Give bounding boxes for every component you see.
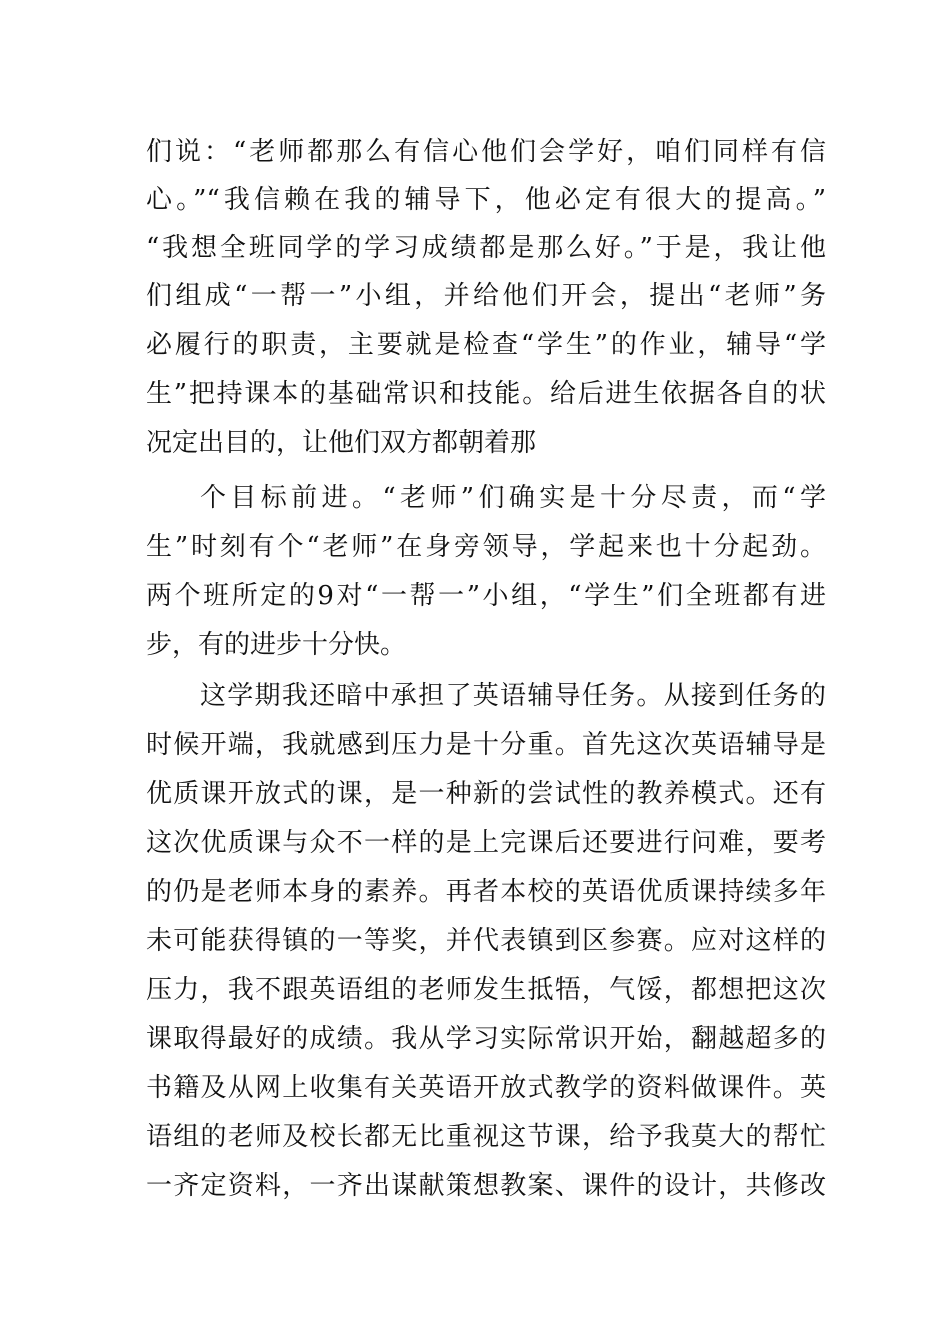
text-line: 们组成“一帮一”小组，并给他们开会，提出“老师”务	[146, 281, 826, 311]
text-line: 的仍是老师本身的素养。再者本校的英语优质课持续多年	[146, 877, 826, 907]
text-line: 这学期我还暗中承担了英语辅导任务。从接到任务的	[200, 681, 826, 711]
text-line: 况定出目的，让他们双方都朝着那	[146, 428, 537, 458]
text-line: 生”把持课本的基础常识和技能。给后进生依据各自的状	[146, 379, 826, 409]
text-line: 一齐定资料，一齐出谋献策想教案、课件的设计，共修改	[146, 1171, 826, 1201]
text-line: 未可能获得镇的一等奖，并代表镇到区参赛。应对这样的	[146, 926, 826, 956]
text-line: 书籍及从网上收集有关英语开放式教学的资料做课件。英	[146, 1073, 826, 1103]
text-line: 两个班所定的9对“一帮一”小组，“学生”们全班都有进	[146, 581, 826, 611]
text-line: 课取得最好的成绩。我从学习实际常识开始，翻越超多的	[146, 1024, 826, 1054]
text-line: 心。”“我信赖在我的辅导下，他必定有很大的提高。”	[146, 185, 826, 215]
text-line: 们说：“老师都那么有信心他们会学好，咱们同样有信	[146, 137, 826, 167]
text-line: 语组的老师及校长都无比重视这节课，给予我莫大的帮忙	[146, 1122, 826, 1152]
text-line: 步，有的进步十分快。	[146, 630, 407, 660]
text-line: “我想全班同学的学习成绩都是那么好。”于是，我让他	[146, 233, 826, 263]
text-line: 必履行的职责，主要就是检查“学生”的作业，辅导“学	[146, 330, 826, 360]
text-line: 生”时刻有个“老师”在身旁领导，学起来也十分起劲。	[146, 532, 826, 562]
text-line: 时候开端，我就感到压力是十分重。首先这次英语辅导是	[146, 730, 826, 760]
text-line: 优质课开放式的课，是一种新的尝试性的教养模式。还有	[146, 779, 826, 809]
text-line: 这次优质课与众不一样的是上完课后还要进行问难，要考	[146, 828, 826, 858]
text-line: 个目标前进。“老师”们确实是十分尽责，而“学	[200, 483, 826, 513]
text-line: 压力，我不跟英语组的老师发生抵牾，气馁，都想把这次	[146, 975, 826, 1005]
